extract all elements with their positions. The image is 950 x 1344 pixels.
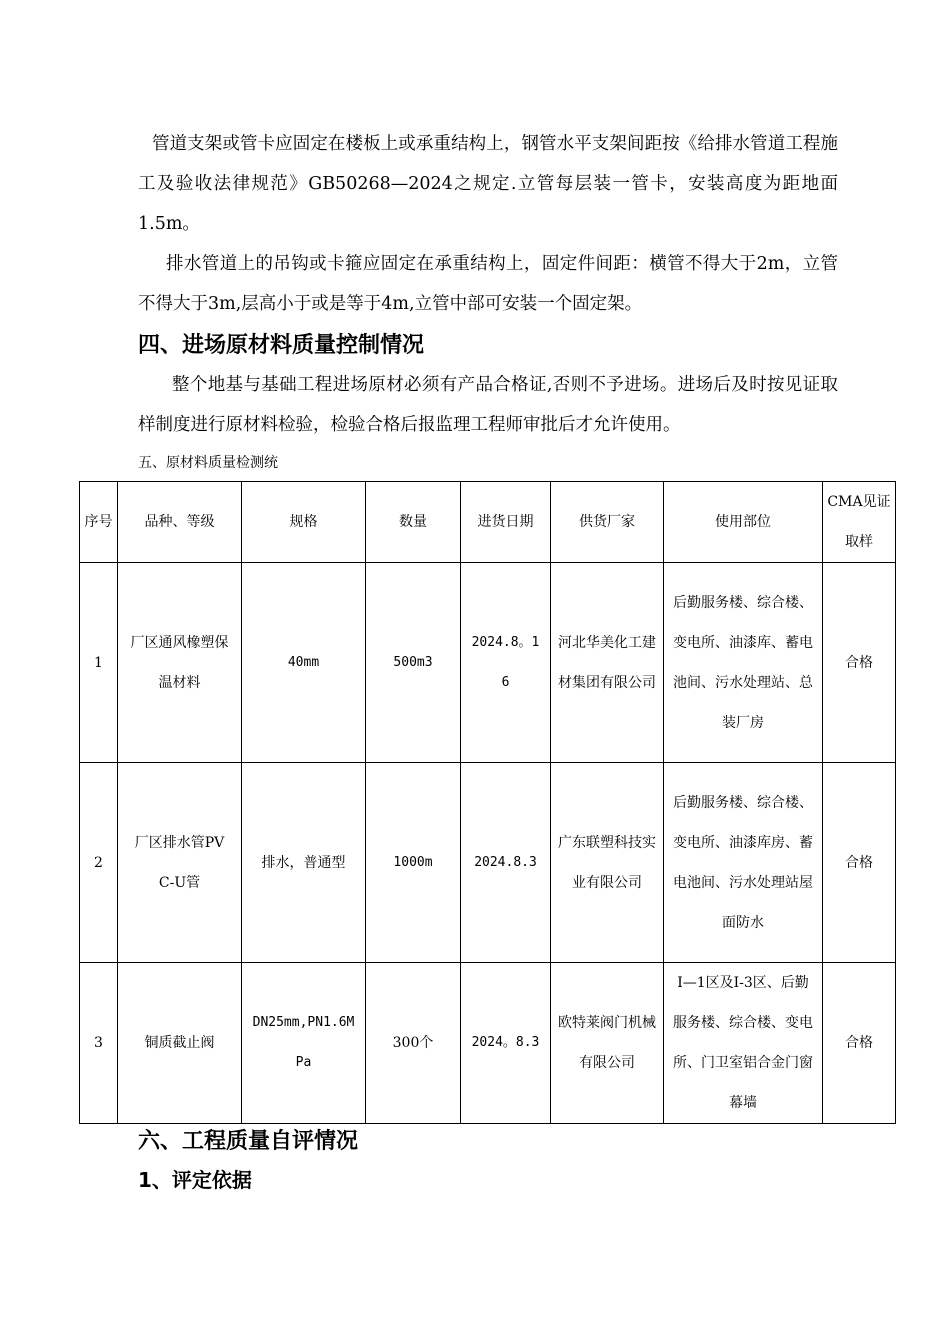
cell-spec: 排水，普通型 [242,763,366,963]
cell-result: 合格 [823,563,896,763]
cell-date: 2024。8.3 [461,963,551,1124]
cell-qty: 500m3 [366,563,461,763]
header-variety: 品种、等级 [118,482,242,563]
cell-spec: DN25mm,PN1.6MPa [242,963,366,1124]
cell-date: 2024.8.3 [461,763,551,963]
materials-table [79,481,896,1124]
header-date: 进货日期 [461,482,551,563]
cell-supplier: 广东联塑科技实业有限公司 [551,763,664,963]
cell-no: 2 [80,763,118,963]
header-spec: 规格 [242,482,366,563]
paragraph-pipe-support: 管道支架或管卡应固定在楼板上或承重结构上，钢管水平支架间距按《给排水管道工程施工及验收法律规范》GB50268—2024之规定.立管每层装一管卡，安装高度为距地面1.5m。 [138,134,838,234]
header-qty: 数量 [366,482,461,563]
table-header-row [80,482,896,563]
paragraph-drain-fixing: 排水管道上的吊钩或卡箍应固定在承重结构上，固定件间距：横管不得大于2m，立管不得大于3m,层高小于或是等于4m,立管中部可安装一个固定架。 [138,254,838,314]
cell-variety: 铜质截止阀 [118,963,242,1124]
table-caption: 五、原材料质量检测统 [138,455,278,471]
paragraph-materials-entry: 整个地基与基础工程进场原材必须有产品合格证,否则不予进场。进场后及时按见证取样制度进行原材料检验，检验合格后报监理工程师审批后才允许使用。 [138,375,838,435]
cell-supplier: 欧特莱阀门机械有限公司 [551,963,664,1124]
header-supplier: 供货厂家 [551,482,664,563]
cell-variety: 厂区排水管PVC-U管 [118,763,242,963]
header-no: 序号 [80,482,118,563]
cell-qty: 1000m [366,763,461,963]
cell-date: 2024.8。16 [461,563,551,763]
cell-location: I—1区及I-3区、后勤服务楼、综合楼、变电所、门卫室铝合金门窗幕墙 [664,963,823,1124]
table-row [80,563,896,763]
cell-location: 后勤服务楼、综合楼、变电所、油漆库、蓄电池间、污水处理站、总装厂房 [664,563,823,763]
cell-no: 1 [80,563,118,763]
table-row [80,963,896,1124]
header-location: 使用部位 [664,482,823,563]
cell-location: 后勤服务楼、综合楼、变电所、油漆库房、蓄电池间、污水处理站屋面防水 [664,763,823,963]
section-heading-self-evaluation: 六、工程质量自评情况 [138,1129,359,1154]
cell-no: 3 [80,963,118,1124]
table-row [80,763,896,963]
section-heading-materials-control: 四、进场原材料质量控制情况 [138,333,425,358]
header-cma: CMA见证取样 [823,482,896,563]
cell-spec: 40mm [242,563,366,763]
cell-result: 合格 [823,963,896,1124]
cell-variety: 厂区通风橡塑保温材料 [118,563,242,763]
cell-supplier: 河北华美化工建材集团有限公司 [551,563,664,763]
cell-qty: 300个 [366,963,461,1124]
subheading-evaluation-basis: 1、评定依据 [138,1168,252,1192]
cell-result: 合格 [823,763,896,963]
